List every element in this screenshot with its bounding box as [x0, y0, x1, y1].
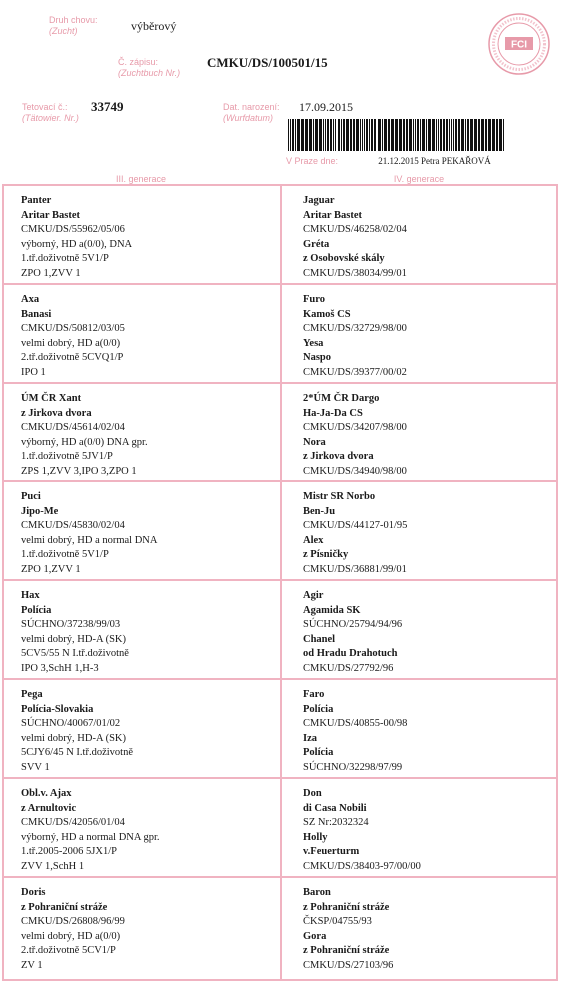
- pedigree-line: Ben-Ju: [303, 505, 336, 517]
- pedigree-line: Chanel: [303, 633, 336, 645]
- pedigree-line: 1.tř.doživotně 5V1/P: [21, 253, 109, 265]
- pedigree-cell-left: [21, 490, 157, 578]
- pedigree-line: z Osobovské skály: [303, 253, 385, 265]
- pedigree-line: velmi dobrý, HD a normal DNA: [21, 534, 158, 546]
- pedigree-line: SÚCHNO/37238/99/03: [21, 619, 121, 631]
- pedigree-line: Banasi: [21, 308, 52, 320]
- pedigree-line: CMKU/DS/38034/99/01: [303, 267, 407, 279]
- pedigree-line: z Pohraniční stráže: [303, 901, 390, 913]
- pedigree-line: Jipo-Me: [21, 505, 59, 517]
- pedigree-line: Axa: [21, 294, 40, 305]
- pedigree-line: Jaguar: [303, 195, 335, 206]
- pedigree-line: Polícia: [303, 747, 334, 759]
- pedigree-cell-left: [21, 589, 129, 677]
- pedigree-line: Hax: [21, 590, 40, 601]
- pedigree-line: CMKU/DS/34940/98/00: [303, 465, 407, 477]
- pedigree-line: SÚCHNO/40067/01/02: [21, 718, 121, 730]
- pedigree-line: výborný, HD a(0/0), DNA: [21, 238, 133, 250]
- pedigree-line: ČKSP/04755/93: [303, 916, 372, 928]
- row-divider: [2, 678, 558, 680]
- pedigree-line: di Casa Nobili: [303, 802, 367, 814]
- row-divider: [2, 283, 558, 285]
- pedigree-line: 1.tř.doživotně 5V1/P: [21, 549, 109, 561]
- pedigree-line: od Hradu Drahotuch: [303, 648, 398, 660]
- pedigree-line: 2*ÚM ČR Dargo: [303, 393, 380, 404]
- pedigree-line: z Pohraniční stráže: [303, 945, 390, 957]
- pedigree-line: CMKU/DS/45830/02/04: [21, 520, 125, 532]
- pedigree-line: SÚCHNO/25794/94/96: [303, 619, 403, 631]
- pedigree-line: Gréta: [303, 238, 330, 250]
- row-divider: [2, 579, 558, 581]
- pedigree-line: z Arnultovic: [21, 802, 77, 814]
- pedigree-cell-left: [21, 392, 148, 480]
- pedigree-line: IPO 3,SchH 1,H-3: [21, 662, 99, 674]
- pedigree-cell-left: [21, 293, 125, 381]
- pedigree-line: Gora: [303, 930, 327, 942]
- pedigree-line: CMKU/DS/34207/98/00: [303, 422, 407, 434]
- pedigree-line: Pega: [21, 689, 43, 700]
- pedigree-line: z Jirkova dvora: [303, 451, 374, 463]
- pedigree-line: z Písničky: [303, 549, 349, 561]
- pedigree-line: velmi dobrý, HD-A (SK): [21, 732, 126, 744]
- fci-seal-icon: [487, 12, 551, 76]
- pedigree-line: velmi dobrý, HD a(0/0): [21, 337, 121, 349]
- row-divider: [2, 382, 558, 384]
- pedigree-line: Faro: [303, 689, 325, 700]
- pedigree-line: IPO 1: [21, 366, 46, 378]
- pedigree-line: ZPO 1,ZVV 1: [21, 563, 81, 575]
- pedigree-line: CMKU/DS/32729/98/00: [303, 323, 407, 335]
- druh-chovu-value: výběrový: [131, 19, 177, 33]
- pedigree-line: Doris: [21, 887, 46, 898]
- pedigree-line: ZPS 1,ZVV 3,IPO 3,ZPO 1: [21, 465, 137, 477]
- pedigree-cell-right: [303, 490, 407, 578]
- pedigree-cell-right: [303, 194, 407, 282]
- pedigree-line: Yesa: [303, 337, 324, 349]
- row-divider: [2, 777, 558, 779]
- pedigree-line: CMKU/DS/27792/96: [303, 662, 394, 674]
- pedigree-line: 2.tř.doživotně 5CV1/P: [21, 945, 116, 957]
- pedigree-line: Polícia: [303, 703, 334, 715]
- pedigree-line: v.Feuerturm: [303, 846, 360, 858]
- cislo-zapisu-label: Č. zápisu: (Zuchtbuch Nr.): [118, 57, 181, 78]
- pedigree-line: Don: [303, 788, 322, 799]
- pedigree-line: SVV 1: [21, 761, 50, 773]
- pedigree-line: Agamida SK: [303, 604, 361, 616]
- pedigree-cell-right: [303, 787, 421, 875]
- row-divider: [2, 876, 558, 878]
- pedigree-line: CMKU/DS/40855-00/98: [303, 718, 408, 730]
- pedigree-line: CMKU/DS/45614/02/04: [21, 422, 125, 434]
- pedigree-line: Obl.v. Ajax: [21, 788, 72, 799]
- pedigree-line: ZV 1: [21, 959, 43, 971]
- pedigree-line: CMKU/DS/39377/00/02: [303, 366, 407, 378]
- pedigree-line: ZPO 1,ZVV 1: [21, 267, 81, 279]
- datum-narozeni-value: 17.09.2015: [299, 100, 353, 114]
- pedigree-line: SÚCHNO/32298/97/99: [303, 761, 403, 773]
- pedigree-line: Iza: [303, 732, 317, 744]
- pedigree-line: Aritar Bastet: [303, 209, 362, 221]
- svg-text:FCI: FCI: [510, 39, 528, 51]
- pedigree-cell-right: [303, 688, 407, 776]
- pedigree-line: CMKU/DS/44127-01/95: [303, 520, 408, 532]
- druh-chovu-label: Druh chovu: (Zucht): [49, 15, 98, 36]
- pedigree-line: Baron: [303, 887, 331, 898]
- pedigree-line: 1.tř.2005-2006 5JX1/P: [21, 846, 117, 858]
- pedigree-cell-right: [303, 392, 407, 480]
- pedigree-cell-left: [21, 886, 125, 974]
- pedigree-line: CMKU/DS/36881/99/01: [303, 563, 407, 575]
- pedigree-line: z Jirkova dvora: [21, 407, 92, 419]
- pedigree-line: ZVV 1,SchH 1: [21, 860, 85, 872]
- pedigree-line: CMKU/DS/38403-97/00/00: [303, 860, 421, 872]
- pedigree-line: CMKU/DS/50812/03/05: [21, 323, 125, 335]
- pedigree-line: Aritar Bastet: [21, 209, 80, 221]
- pedigree-cell-left: [21, 787, 160, 875]
- pedigree-line: výborný, HD a normal DNA gpr.: [21, 831, 160, 843]
- pedigree-line: 1.tř.doživotně 5JV1/P: [21, 451, 113, 463]
- pedigree-line: Naspo: [303, 352, 332, 364]
- pedigree-line: SZ Nr:2032324: [303, 817, 369, 829]
- pedigree-line: ÚM ČR Xant: [21, 393, 82, 404]
- pedigree-line: Kamoš CS: [303, 308, 351, 320]
- generation-iv-header: IV. generace: [393, 174, 445, 184]
- pedigree-line: velmi dobrý, HD-A (SK): [21, 633, 126, 645]
- tetovaci-cislo-value: 33749: [91, 99, 124, 114]
- pedigree-line: CMKU/DS/46258/02/04: [303, 224, 407, 236]
- pedigree-cell-left: [21, 688, 133, 776]
- tetovaci-cislo-label: Tetovací č.: (Tätowier. Nr.): [22, 102, 79, 123]
- pedigree-cell-right: [303, 293, 407, 381]
- pedigree-line: CMKU/DS/55962/05/06: [21, 224, 125, 236]
- pedigree-line: Polícia: [21, 604, 52, 616]
- pedigree-line: 2.tř.doživotně 5CVQ1/P: [21, 352, 124, 364]
- pedigree-line: CMKU/DS/26808/96/99: [21, 916, 125, 928]
- pedigree-line: CMKU/DS/42056/01/04: [21, 817, 125, 829]
- cislo-zapisu-value: CMKU/DS/100501/15: [207, 55, 328, 70]
- pedigree-cell-right: [303, 886, 393, 974]
- pedigree-line: 5CV5/55 N I.tř.doživotně: [21, 648, 129, 660]
- pedigree-line: 5CJY6/45 N I.tř.doživotně: [21, 747, 133, 759]
- pedigree-line: CMKU/DS/27103/96: [303, 959, 394, 971]
- pedigree-line: Holly: [303, 831, 328, 843]
- pedigree-cell-left: [21, 194, 132, 282]
- pedigree-line: Ha-Ja-Da CS: [303, 407, 363, 419]
- pedigree-line: výborný, HD a(0/0) DNA gpr.: [21, 436, 148, 448]
- pedigree-line: Puci: [21, 491, 41, 502]
- issue-stamp: V Praze dne: 21.12.2015 Petra PEKAŘOVÁ: [286, 156, 491, 166]
- pedigree-line: Agir: [303, 590, 324, 601]
- pedigree-line: Panter: [21, 195, 52, 206]
- row-divider: [2, 480, 558, 482]
- pedigree-cell-right: [303, 589, 402, 677]
- datum-narozeni-label: Dat. narození: (Wurfdatum): [223, 102, 280, 123]
- pedigree-line: velmi dobrý, HD a(0/0): [21, 930, 121, 942]
- pedigree-line: Nora: [303, 436, 326, 448]
- pedigree-line: Furo: [303, 294, 325, 305]
- pedigree-line: Mistr SR Norbo: [303, 491, 376, 502]
- pedigree-line: Polícia-Slovakia: [21, 703, 94, 715]
- pedigree-line: z Pohraniční stráže: [21, 901, 108, 913]
- generation-iii-header: III. generace: [115, 174, 167, 184]
- pedigree-line: Alex: [303, 534, 324, 546]
- barcode: [286, 119, 508, 151]
